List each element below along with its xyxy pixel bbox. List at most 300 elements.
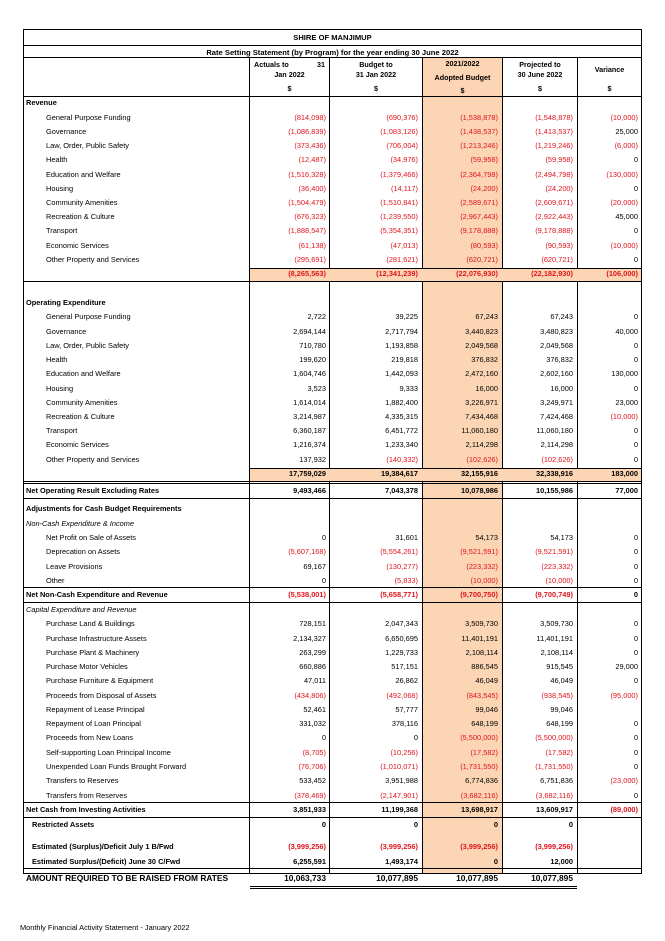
cell-value: 0 (633, 719, 638, 728)
cell-value: (1,379,466) (380, 170, 418, 179)
row-label: Estimated Surplus/(Deficit) June 30 C/Fwd (32, 857, 181, 866)
table-row (24, 703, 641, 717)
row-label: Health (46, 355, 68, 364)
row-label: Recreation & Culture (46, 412, 115, 421)
row-label: Revenue (26, 98, 57, 107)
cell-value: 2,602,160 (540, 369, 573, 378)
cell-value: 3,509,730 (540, 619, 573, 628)
table-row (24, 545, 641, 559)
subtotal-row (24, 267, 641, 281)
cell-value: 710,780 (299, 341, 326, 350)
cell-value: 376,832 (471, 355, 498, 364)
cell-value: 10,063,733 (284, 873, 326, 883)
cell-value: (14,117) (391, 184, 418, 193)
cell-value: 11,060,180 (461, 426, 498, 435)
cell-value: (3,682,116) (535, 791, 573, 800)
table-row (24, 660, 641, 674)
cell-value: 0 (633, 791, 638, 800)
table-row (24, 689, 641, 703)
cell-value: (2,494,798) (535, 170, 573, 179)
cell-value: 12,000 (550, 857, 573, 866)
table-row (24, 210, 641, 224)
page-footer: Monthly Financial Activity Statement - January 2022 (20, 923, 190, 932)
cell-value: 0 (633, 384, 638, 393)
cell-value: (36,400) (298, 184, 326, 193)
cell-value: (1,239,550) (380, 212, 418, 221)
cell-value: 0 (633, 312, 638, 321)
table-row (24, 310, 641, 324)
cell-value: 2,114,298 (465, 440, 498, 449)
cell-value: (1,504,479) (288, 198, 326, 207)
section-rule (24, 868, 641, 869)
cell-value: (492,068) (386, 691, 418, 700)
cell-value: (102,626) (541, 455, 573, 464)
row-label: Capital Expenditure and Revenue (26, 605, 137, 614)
row-label: Housing (46, 384, 74, 393)
section-heading (24, 296, 641, 310)
cell-value: 29,000 (615, 662, 638, 671)
cell-value: (1,219,246) (535, 141, 573, 150)
cell-value: 47,011 (303, 676, 326, 685)
cell-value: 0 (633, 576, 638, 585)
cell-value: 0 (321, 733, 326, 742)
table-row (24, 339, 641, 353)
cell-value: 6,255,591 (293, 857, 326, 866)
table-row (24, 424, 641, 438)
cell-value: (10,000) (610, 412, 638, 421)
cell-value: 1,614,014 (293, 398, 326, 407)
cell-value: 130,000 (611, 369, 638, 378)
table-row (24, 484, 641, 498)
row-label: Repayment of Loan Principal (46, 719, 141, 728)
row-label: Other (46, 576, 65, 585)
cell-value: 1,233,340 (385, 440, 418, 449)
cell-value: 7,434,468 (465, 412, 498, 421)
table-row (24, 560, 641, 574)
row-label: Transport (46, 426, 78, 435)
cell-value: 39,225 (395, 312, 418, 321)
cell-value: 57,777 (395, 705, 418, 714)
row-label: Education and Welfare (46, 170, 121, 179)
cell-value: 0 (321, 576, 326, 585)
table-row (24, 674, 641, 688)
cell-value: 6,650,695 (385, 634, 418, 643)
cell-value: (10,000) (610, 241, 638, 250)
cell-value: 1,604,746 (293, 369, 326, 378)
cell-value: 0 (633, 634, 638, 643)
row-label: Unexpended Loan Funds Brought Forward (46, 762, 187, 771)
table-row (24, 168, 641, 182)
cell-value: (80,593) (470, 241, 498, 250)
cell-value: 1,442,093 (385, 369, 418, 378)
table-row (24, 818, 641, 832)
section-rule (24, 498, 641, 499)
cell-value: 263,299 (299, 648, 326, 657)
cell-value: (61,138) (298, 241, 326, 250)
cell-value: (24,200) (470, 184, 498, 193)
row-label: Net Cash from Investing Activities (26, 805, 146, 814)
cell-value: (24,200) (545, 184, 573, 193)
cell-value: (17,582) (470, 748, 498, 757)
table-row (24, 410, 641, 424)
cell-value: (3,999,256) (460, 842, 498, 851)
cell-value: 660,886 (299, 662, 326, 671)
cell-value: 0 (633, 547, 638, 556)
cell-value: 0 (633, 155, 638, 164)
cell-value: 26,862 (395, 676, 418, 685)
cell-value: 32,338,916 (536, 469, 573, 478)
row-label: Governance (46, 127, 87, 136)
cell-value: 648,199 (471, 719, 498, 728)
table-row (24, 603, 641, 617)
cell-value: 11,060,180 (536, 426, 573, 435)
cell-value: (17,582) (545, 748, 573, 757)
cell-value: (10,256) (390, 748, 418, 757)
cell-value: (76,706) (298, 762, 326, 771)
table-row (24, 196, 641, 210)
table-row (24, 125, 641, 139)
table-row (24, 855, 641, 869)
cell-value: 0 (633, 455, 638, 464)
table-row (24, 717, 641, 731)
table-row (24, 760, 641, 774)
cell-value: 517,151 (391, 662, 418, 671)
grand-total-underline (250, 886, 577, 889)
cell-value: (9,178,888) (460, 226, 498, 235)
table-row (24, 153, 641, 167)
cell-value: (5,500,000) (535, 733, 573, 742)
cell-value: 0 (633, 619, 638, 628)
row-label: Recreation & Culture (46, 212, 115, 221)
cell-value: (23,000) (610, 776, 638, 785)
cell-value: (12,487) (298, 155, 326, 164)
table-row (24, 574, 641, 588)
cell-value: (2,609,671) (535, 198, 573, 207)
cell-value: 0 (493, 857, 498, 866)
cell-value: 16,000 (550, 384, 573, 393)
cell-value: 13,609,917 (536, 805, 573, 814)
cell-value: 2,114,298 (540, 440, 573, 449)
cell-value: (5,538,001) (288, 590, 326, 599)
row-label: Net Operating Result Excluding Rates (26, 486, 160, 495)
cell-value: 46,049 (475, 676, 498, 685)
cell-value: (706,004) (386, 141, 418, 150)
table-row (24, 182, 641, 196)
cell-value: 99,046 (550, 705, 573, 714)
cell-value: 2,108,114 (465, 648, 498, 657)
row-label: Net Profit on Sale of Assets (46, 533, 136, 542)
cell-value: (1,083,126) (380, 127, 418, 136)
cell-value: (373,436) (294, 141, 326, 150)
row-label: Non-Cash Expenditure & Income (26, 519, 135, 528)
row-label: Proceeds from New Loans (46, 733, 134, 742)
cell-value: (9,700,749) (535, 590, 573, 599)
table-row (24, 789, 641, 803)
table-row (24, 367, 641, 381)
cell-value: 2,108,114 (540, 648, 573, 657)
cell-value: 183,000 (611, 469, 638, 478)
cell-value: 10,077,895 (376, 873, 418, 883)
cell-value: 3,249,971 (540, 398, 573, 407)
cell-value: 69,167 (303, 562, 326, 571)
cell-value: 54,173 (475, 533, 498, 542)
cell-value: (2,589,671) (460, 198, 498, 207)
cell-value: 1,216,374 (293, 440, 326, 449)
cell-value: (5,354,351) (380, 226, 418, 235)
cell-value: (2,967,443) (460, 212, 498, 221)
cell-value: 2,134,327 (293, 634, 326, 643)
cell-value: (5,554,261) (380, 547, 418, 556)
cell-value: (59,958) (545, 155, 573, 164)
cell-value: 17,759,029 (289, 469, 326, 478)
cell-value: (2,364,798) (460, 170, 498, 179)
section-rule (24, 281, 641, 282)
row-label: Law, Order, Public Safety (46, 141, 129, 150)
cell-value: 0 (413, 820, 418, 829)
row-label: Community Amenities (46, 198, 118, 207)
cell-value: (378,469) (294, 791, 326, 800)
cell-value: (9,521,591) (535, 547, 573, 556)
cell-value: 6,451,772 (385, 426, 418, 435)
cell-value: 19,384,617 (381, 469, 418, 478)
row-label: Estimated (Surplus)/Deficit July 1 B/Fwd (32, 842, 174, 851)
row-label: Purchase Land & Buildings (46, 619, 135, 628)
cell-value: 0 (633, 355, 638, 364)
row-label: Transfers to Reserves (46, 776, 119, 785)
table-row (24, 353, 641, 367)
cell-value: 199,620 (299, 355, 326, 364)
cell-value: (12,341,239) (376, 269, 418, 278)
row-label: Repayment of Lease Principal (46, 705, 145, 714)
row-label: Transport (46, 226, 78, 235)
row-label: Community Amenities (46, 398, 118, 407)
cell-value: 11,401,191 (536, 634, 573, 643)
cell-value: 77,000 (615, 486, 638, 495)
cell-value: (130,277) (386, 562, 418, 571)
cell-value: (34,976) (390, 155, 418, 164)
row-label: Self-supporting Loan Principal Income (46, 748, 171, 757)
row-label: Other Property and Services (46, 455, 140, 464)
cell-value: (620,721) (466, 255, 498, 264)
cell-value: (22,076,930) (456, 269, 498, 278)
cell-value: (95,000) (610, 691, 638, 700)
cell-value: 54,173 (550, 533, 573, 542)
row-label: Housing (46, 184, 74, 193)
table-row (24, 396, 641, 410)
cell-value: (434,806) (294, 691, 326, 700)
table-row (24, 731, 641, 745)
cell-value: 0 (633, 648, 638, 657)
table-row (24, 517, 641, 531)
cell-value: 23,000 (615, 398, 638, 407)
cell-value: (1,510,841) (380, 198, 418, 207)
cell-value: 0 (633, 533, 638, 542)
section-rule (24, 802, 641, 803)
table-row (24, 746, 641, 760)
table-row (24, 870, 641, 886)
cell-value: 376,832 (546, 355, 573, 364)
cell-value: (10,000) (470, 576, 498, 585)
cell-value: 4,335,315 (385, 412, 418, 421)
cell-value: 2,049,568 (465, 341, 498, 350)
row-label: Education and Welfare (46, 369, 121, 378)
section-rule (24, 483, 641, 484)
cell-value: 0 (633, 341, 638, 350)
cell-value: (102,626) (466, 455, 498, 464)
cell-value: (106,000) (606, 269, 638, 278)
cell-value: (690,376) (386, 113, 418, 122)
cell-value: (2,147,901) (380, 791, 418, 800)
row-label: Economic Services (46, 241, 109, 250)
cell-value: 9,493,466 (293, 486, 326, 495)
row-label: Economic Services (46, 440, 109, 449)
cell-value: (9,178,888) (535, 226, 573, 235)
cell-value: (8,265,563) (288, 269, 326, 278)
cell-value: 0 (633, 184, 638, 193)
section-heading (24, 96, 641, 110)
cell-value: 331,032 (299, 719, 326, 728)
cell-value: (676,323) (294, 212, 326, 221)
cell-value: 137,932 (299, 455, 326, 464)
cell-value: 0 (633, 676, 638, 685)
cell-value: (9,700,750) (460, 590, 498, 599)
cell-value: (5,607,168) (288, 547, 326, 556)
table-row (24, 382, 641, 396)
cell-value: 648,199 (546, 719, 573, 728)
row-label: Purchase Plant & Machinery (46, 648, 140, 657)
cell-value: (5,500,000) (460, 733, 498, 742)
cell-value: (843,545) (466, 691, 498, 700)
row-label: Law, Order, Public Safety (46, 341, 129, 350)
cell-value: (90,593) (545, 241, 573, 250)
row-label: Purchase Motor Vehicles (46, 662, 128, 671)
table-row (24, 803, 641, 817)
cell-value: 0 (633, 440, 638, 449)
cell-value: (1,538,878) (460, 113, 498, 122)
subtotal-row (24, 467, 641, 481)
cell-value: (8,705) (302, 748, 326, 757)
rate-setting-statement (23, 29, 642, 883)
table-row (24, 531, 641, 545)
cell-value: 13,698,917 (461, 805, 498, 814)
cell-value: (1,731,550) (460, 762, 498, 771)
cell-value: 1,882,400 (385, 398, 418, 407)
cell-value: (814,098) (294, 113, 326, 122)
cell-value: 11,199,368 (381, 805, 418, 814)
cell-value: 0 (633, 590, 638, 599)
table-row (24, 325, 641, 339)
cell-value: 0 (321, 533, 326, 542)
table-row (24, 253, 641, 267)
cell-value: 0 (568, 820, 573, 829)
section-rule (24, 587, 641, 588)
cell-value: (3,999,256) (380, 842, 418, 851)
cell-value: 219,818 (391, 355, 418, 364)
shire-title: SHIRE OF MANJIMUP (293, 33, 372, 42)
row-label: Governance (46, 327, 87, 336)
cell-value: 533,452 (299, 776, 326, 785)
table-row (24, 139, 641, 153)
cell-value: (3,999,256) (535, 842, 573, 851)
cell-value: (3,999,256) (288, 842, 326, 851)
cell-value: (6,000) (614, 141, 638, 150)
cell-value: 3,440,823 (465, 327, 498, 336)
cell-value: 10,077,895 (456, 873, 498, 883)
cell-value: 2,472,160 (465, 369, 498, 378)
cell-value: 6,360,187 (293, 426, 326, 435)
cell-value: 728,151 (299, 619, 326, 628)
cell-value: 52,461 (303, 705, 326, 714)
cell-value: (1,413,537) (535, 127, 573, 136)
table-row (24, 632, 641, 646)
cell-value: (130,000) (606, 170, 638, 179)
cell-value: 6,774,836 (465, 776, 498, 785)
cell-value: 0 (633, 226, 638, 235)
cell-value: 31,601 (395, 533, 418, 542)
cell-value: (281,621) (386, 255, 418, 264)
cell-value: 25,000 (615, 127, 638, 136)
cell-value: (22,182,930) (531, 269, 573, 278)
cell-value: 7,424,468 (540, 412, 573, 421)
cell-value: (1,086,839) (288, 127, 326, 136)
cell-value: 1,193,858 (385, 341, 418, 350)
row-label: Health (46, 155, 68, 164)
cell-value: 2,047,343 (385, 619, 418, 628)
table-row (24, 646, 641, 660)
cell-value: (1,213,246) (460, 141, 498, 150)
cell-value: 7,043,378 (385, 486, 418, 495)
cell-value: (9,521,591) (460, 547, 498, 556)
cell-value: (223,332) (466, 562, 498, 571)
cell-value: 67,243 (550, 312, 573, 321)
cell-value: 3,226,971 (465, 398, 498, 407)
col-header-adopted-budget: 2021/2022 Adopted Budget $ (434, 59, 491, 95)
cell-value: (1,438,537) (460, 127, 498, 136)
cell-value: (5,833) (394, 576, 418, 585)
cell-value: (1,010,071) (380, 762, 418, 771)
cell-value: 11,401,191 (461, 634, 498, 643)
cell-value: 99,046 (475, 705, 498, 714)
table-row (24, 438, 641, 452)
table-row (24, 617, 641, 631)
cell-value: 9,333 (399, 384, 418, 393)
cell-value: 6,751,836 (540, 776, 573, 785)
row-label: Deprecation on Assets (46, 547, 120, 556)
statement-subtitle: Rate Setting Statement (by Program) for the year ending 30 June 2022 (24, 45, 641, 58)
cell-value: (620,721) (541, 255, 573, 264)
row-label: General Purpose Funding (46, 113, 131, 122)
cell-value: 10,155,986 (536, 486, 573, 495)
cell-value: (47,013) (390, 241, 418, 250)
row-label: Operating Expenditure (26, 298, 106, 307)
cell-value: 3,951,988 (385, 776, 418, 785)
row-label: Purchase Infrastructure Assets (46, 634, 147, 643)
cell-value: 0 (413, 733, 418, 742)
row-label: Other Property and Services (46, 255, 140, 264)
cell-value: 46,049 (550, 676, 573, 685)
col-header-variance: Variance $ (594, 65, 625, 93)
row-label: Proceeds from Disposal of Assets (46, 691, 157, 700)
col-header-actuals: Actuals to 31 Jan 2022 $ (254, 60, 325, 93)
cell-value: (1,888,547) (288, 226, 326, 235)
cell-value: 2,722 (307, 312, 326, 321)
cell-value: (140,332) (386, 455, 418, 464)
cell-value: (223,332) (541, 562, 573, 571)
cell-value: 2,694,144 (293, 327, 326, 336)
table-row (24, 588, 641, 602)
row-label: Restricted Assets (32, 820, 95, 829)
col-header-projected: Projected to 30 June 2022 $ (517, 60, 563, 93)
